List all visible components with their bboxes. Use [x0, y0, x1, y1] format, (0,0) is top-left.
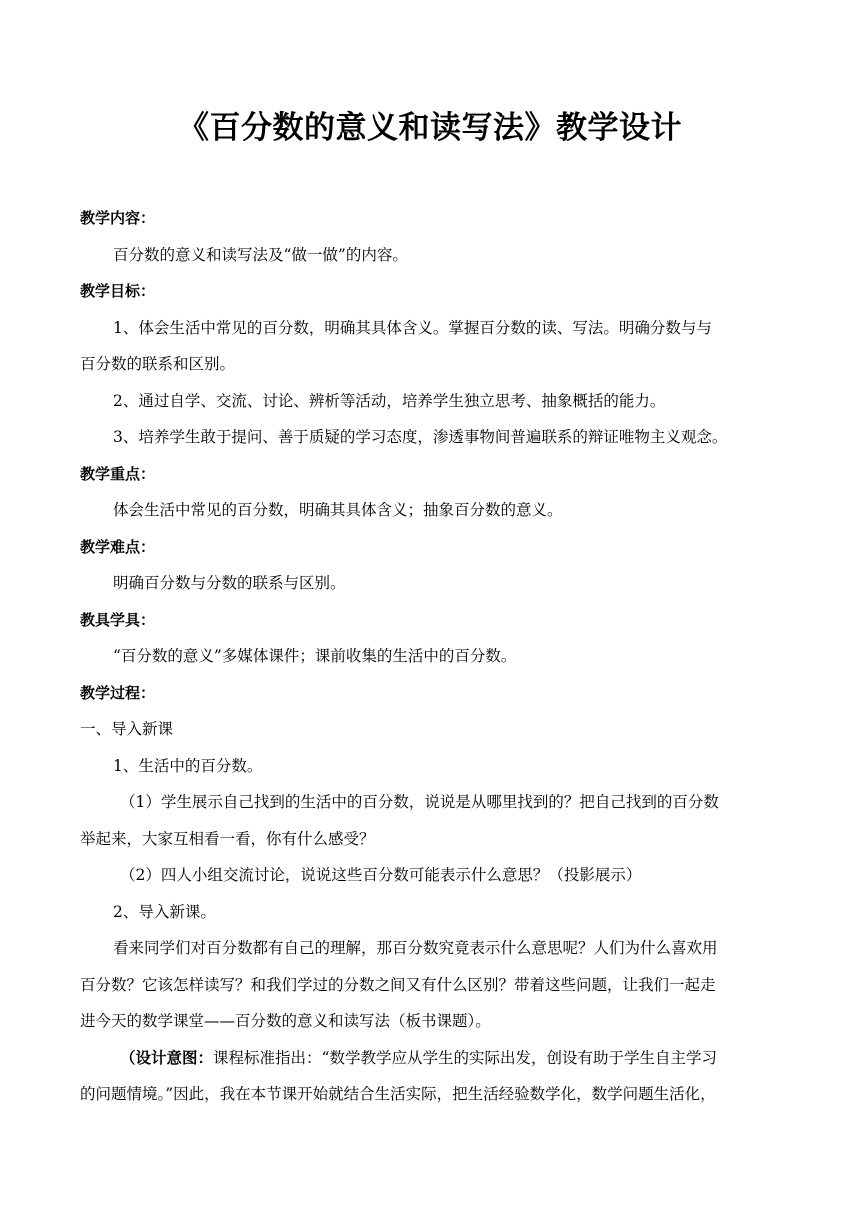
design-intent-label: （设计意图：: [120, 1048, 214, 1067]
process-paragraph-line-3: 进今天的数学课堂——百分数的意义和读写法（板书课题）。: [80, 1012, 491, 1030]
difficulties-text: 明确百分数与分数的联系与区别。: [113, 574, 346, 592]
document-body: [80, 200, 782, 1113]
goal-item-2: 2、通过自学、交流、讨论、辨析等活动，培养学生独立思考、抽象概括的能力。: [113, 391, 666, 410]
goal-item-1-line-1: 1、体会生活中常见的百分数，明确其具体含义。掌握百分数的读、写法。明确分数与与: [113, 318, 712, 337]
goal-item-1-line-2: 百分数的联系和区别。: [80, 355, 236, 373]
section-heading-difficulties: 教学难点：: [80, 537, 156, 556]
document-title: 《百分数的意义和读写法》教学设计: [178, 110, 682, 146]
section-heading-process: 教学过程：: [80, 683, 156, 702]
section-heading-tools: 教具学具：: [80, 610, 156, 629]
key-points-text: 体会生活中常见的百分数，明确其具体含义；抽象百分数的意义。: [113, 501, 563, 519]
section-heading-goals: 教学目标：: [80, 282, 156, 300]
design-intent-line-2: 的问题情境。”因此，我在本节课开始就结合生活实际，把生活经验数学化，数学问题生活化，: [80, 1085, 716, 1103]
section-heading-content: 教学内容：: [80, 209, 156, 227]
process-step-1: 1、生活中的百分数。: [113, 756, 263, 775]
design-intent-text-1: 课程标准指出：“数学教学应从学生的实际出发，创设有助于学生自主学习: [213, 1048, 717, 1067]
goal-item-3: 3、培养学生敢于提问、善于质疑的学习态度，渗透事物间普遍联系的辩证唯物主义观念。: [113, 428, 728, 446]
process-paragraph-line-2: 百分数？它该怎样读写？和我们学过的分数之间又有什么区别？带着这些问题，让我们一起走: [80, 975, 716, 994]
process-part-1: 一、导入新课: [80, 720, 174, 738]
content-text: 百分数的意义和读写法及“做一做”的内容。: [113, 245, 408, 264]
tools-text: “百分数的意义”多媒体课件；课前收集的生活中的百分数。: [113, 647, 517, 665]
process-sub-2: （2）四人小组交流讨论，说说这些百分数可能表示什么意思？（投影展示）: [120, 866, 642, 884]
process-sub-1-line-1: （1）学生展示自己找到的生活中的百分数，说说是从哪里找到的？把自己找到的百分数: [120, 793, 719, 811]
process-step-2: 2、导入新课。: [113, 902, 216, 921]
process-sub-1-line-2: 举起来，大家互相看一看，你有什么感受？: [80, 829, 375, 848]
process-paragraph-line-1: 看来同学们对百分数都有自己的理解，那百分数究竟表示什么意思呢？人们为什么喜欢用: [113, 939, 718, 957]
section-heading-key-points: 教学重点：: [80, 464, 156, 483]
design-intent-line-1: [80, 1040, 782, 1077]
